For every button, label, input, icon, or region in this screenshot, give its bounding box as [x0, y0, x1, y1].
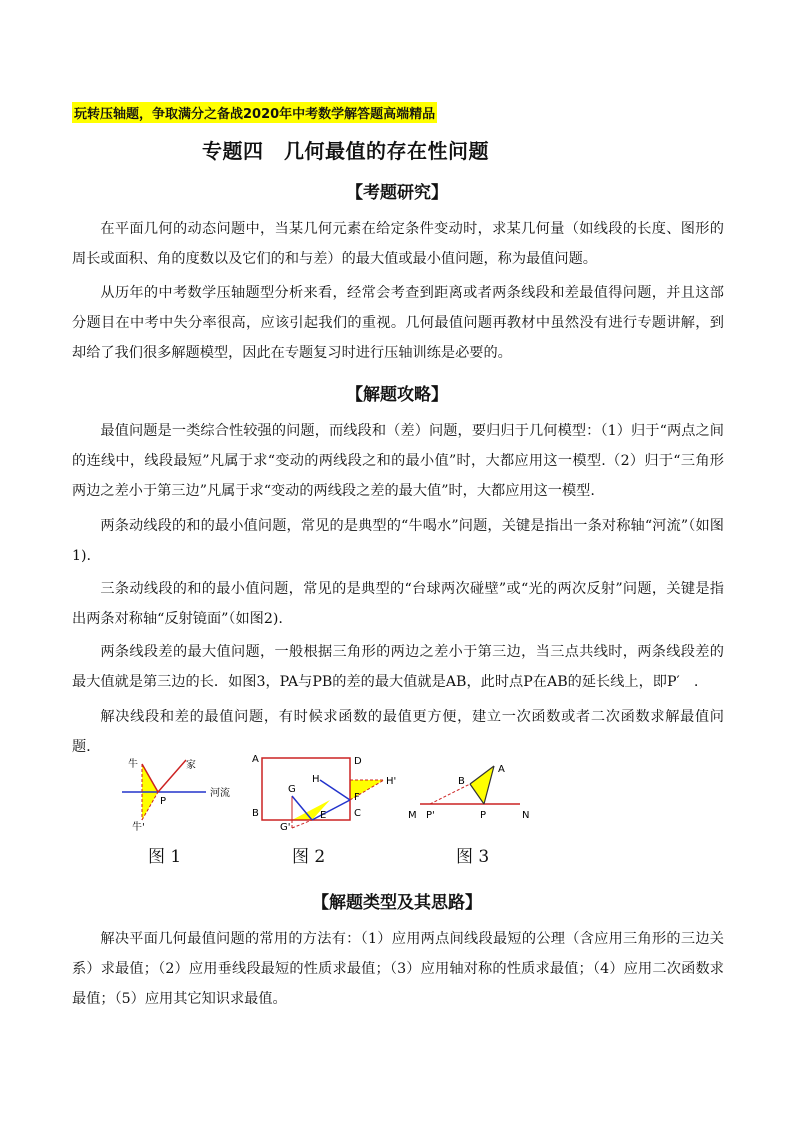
fig2-label-g: G: [288, 784, 296, 795]
fig1-label-river: 河流: [210, 788, 230, 799]
section-types: 【解题类型及其思路】: [312, 893, 482, 913]
header-tag: 玩转压轴题，争取满分之备战2020年中考数学解答题高端精品: [72, 102, 437, 123]
paragraph-8: 解决平面几何最值问题的常用的方法有：（1）应用两点间线段最短的公理（含应用三角形的三边关系）求最值；（2）应用垂线段最短的性质求最值；（3）应用轴对称的性质求最值；（4）应用二次函数求最值；（5）应用其它知识求最值。: [72, 931, 724, 1007]
fig2-label-b: B: [252, 808, 259, 819]
figure-3-caption: 图 3: [456, 847, 490, 867]
fig3-label-p: P: [480, 810, 487, 821]
fig2-rectangle: [262, 758, 350, 820]
paragraph-6: 两条线段差的最大值问题，一般根据三角形的两边之差小于第三边，当三点共线时，两条线段差的最大值就是第三边的长．如图3，PA与PB的差的最大值就是AB，此时点P在AB的延长线上，即P′ .: [72, 644, 724, 690]
fig2-label-d: D: [354, 756, 362, 767]
fig2-label-a: A: [252, 754, 259, 765]
fig1-label-p: P: [160, 796, 167, 807]
figure-3-diagram: [404, 752, 544, 832]
fig1-segment-p-home: [158, 760, 186, 792]
paragraph-2: 从历年的中考数学压轴题型分析来看，经常会考查到距离或者两条线段和差最值得问题，并且这部分题目在中考中失分率很高，应该引起我们的重视。几何最值问题再教材中虽然没有进行专题讲解，到却给了我们很多解题模型，因此在专题复习时进行压轴训练是必要的。: [72, 285, 724, 361]
fig3-extension-dash: [430, 784, 470, 804]
paragraph-4: 两条动线段的和的最小值问题，常见的是典型的“牛喝水”问题，关键是指出一条对称轴“河流”（如图1).: [72, 518, 724, 564]
paragraph-3: 最值问题是一类综合性较强的问题，而线段和（差）问题，要归归于几何模型：（1）归于“两点之间的连线中，线段最短”凡属于求“变动的两线段之和的最小值”时，大都应用这一模型.（2）归于“三角形两边之差小于第三边”凡属于求“变动的两线段之差的最大值”时，大都应用这一模型.: [72, 423, 724, 499]
paragraph-5: 三条动线段的和的最小值问题，常见的是典型的“台球两次碰壁”或“光的两次反射”问题，关键是指出两条对称轴“反射镜面”（如图2).: [72, 581, 724, 627]
paragraph-1: 在平面几何的动态问题中，当某几何元素在给定条件变动时，求某几何量（如线段的长度、图形的周长或面积、角的度数以及它们的和与差）的最大值或最小值问题，称为最值问题。: [72, 221, 724, 267]
fig1-label-cow-reflect: 牛': [132, 822, 145, 832]
fig1-label-cow: 牛: [128, 759, 138, 770]
fig2-label-h-prime: H': [386, 776, 397, 787]
fig3-label-p-prime: P': [426, 810, 435, 821]
paragraph-7: 解决线段和差的最值问题，有时候求函数的最值更方便，建立一次函数或者二次函数求解最值问题．: [72, 709, 724, 755]
figure-1-caption: 图 1: [148, 847, 182, 867]
fig2-label-h: H: [312, 774, 320, 785]
fig3-label-a: A: [498, 764, 505, 775]
fig3-triangle: [470, 766, 494, 804]
fig3-label-b: B: [458, 776, 465, 787]
figure-2-diagram: [250, 752, 410, 834]
figure-1-diagram: [118, 752, 248, 832]
section-strategy: 【解题攻略】: [346, 385, 448, 405]
fig2-label-g-prime: G': [280, 822, 291, 833]
fig2-segment-h-f: [320, 780, 350, 800]
fig1-label-home: 家: [186, 760, 196, 771]
fig2-label-c: C: [354, 808, 361, 819]
page-title: 专题四 几何最值的存在性问题: [202, 139, 489, 163]
fig3-label-n: N: [522, 810, 530, 821]
figure-2-caption: 图 2: [292, 847, 326, 867]
section-research: 【考题研究】: [346, 183, 448, 203]
fig2-g-prime-dash: [292, 820, 312, 828]
fig3-label-m: M: [408, 810, 417, 821]
fig2-label-f: F: [354, 792, 360, 803]
fig2-label-e: E: [320, 810, 327, 821]
